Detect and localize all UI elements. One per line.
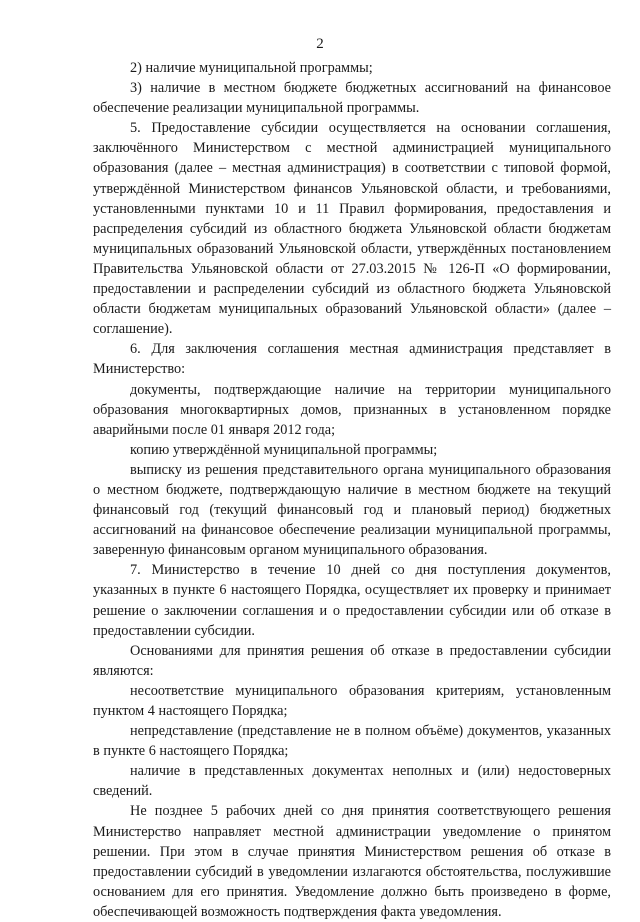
paragraph: Не позднее 5 рабочих дней со дня принятия соответствующего решения Министерство направляет местной администрации уведомление о принятом решении. При этом в случае принятия Министерством решения об отказе в предоставлении субсидий в уведомлении излагаются обстоятельства, послужившие основанием для его принятия. Уведомление должно быть произведено в форме, обеспечивающей возможность подтверждения факта уведомления. bbox=[93, 803, 611, 920]
paragraph: 5. Предоставление субсидии осуществляется на основании соглашения, заключённого Министерством с местной администрацией муниципального образования (далее – местная администрация) в соответствии с типовой формой, утверждённой Министерством финансов Ульяновской области, и требованиями, установленными пунктами 10 и 11 Правил формирования, предоставления и распределения субсидий из областного бюджета Ульяновской области бюджетам муниципальных образований Ульяновской области, утверждённых постановлением Правительства Ульяновской области от 27.03.2015 № 126-П «О формировании, предоставлении и распределении субсидий из областного бюджета Ульяновской области бюджетам муниципальных образований Ульяновской области» (далее – соглашение). bbox=[93, 120, 611, 338]
paragraph: непредставление (представление не в полном объёме) документов, указанных в пункте 6 настоящего Порядка; bbox=[93, 723, 611, 760]
paragraph: документы, подтверждающие наличие на территории муниципального образования многоквартирных домов, признанных в установленном порядке аварийными после 01 января 2012 года; bbox=[93, 381, 611, 438]
document-body bbox=[93, 58, 611, 922]
paragraph: 6. Для заключения соглашения местная администрация представляет в Министерство: bbox=[93, 341, 611, 378]
paragraph: наличие в представленных документах неполных и (или) недостоверных сведений. bbox=[93, 763, 611, 800]
paragraph: 7. Министерство в течение 10 дней со дня поступления документов, указанных в пункте 6 настоящего Порядка, осуществляет их проверку и принимает решение о заключении соглашения и о предоставлении субсидии или об отказе в предоставлении субсидии. bbox=[93, 562, 611, 639]
paragraph: Основаниями для принятия решения об отказе в предоставлении субсидии являются: bbox=[93, 642, 611, 679]
paragraph: 2) наличие муниципальной программы; bbox=[130, 60, 373, 76]
page-number: 2 bbox=[316, 36, 324, 52]
paragraph: копию утверждённой муниципальной программы; bbox=[130, 441, 438, 458]
paragraph: несоответствие муниципального образования критериям, установленным пунктом 4 настоящего Порядка; bbox=[93, 682, 611, 719]
paragraph: выписку из решения представительного органа муниципального образования о местном бюджете, подтверждающую наличие в местном бюджете на текущий финансовый год (текущий финансовый год и плановый период) бюджетных ассигнований на финансовое обеспечение реализации муниципальной программы, заверенную финансовым органом муниципального образования. bbox=[93, 461, 611, 559]
paragraph: 3) наличие в местном бюджете бюджетных ассигнований на финансовое обеспечение реализации муниципальной программы. bbox=[93, 80, 611, 117]
